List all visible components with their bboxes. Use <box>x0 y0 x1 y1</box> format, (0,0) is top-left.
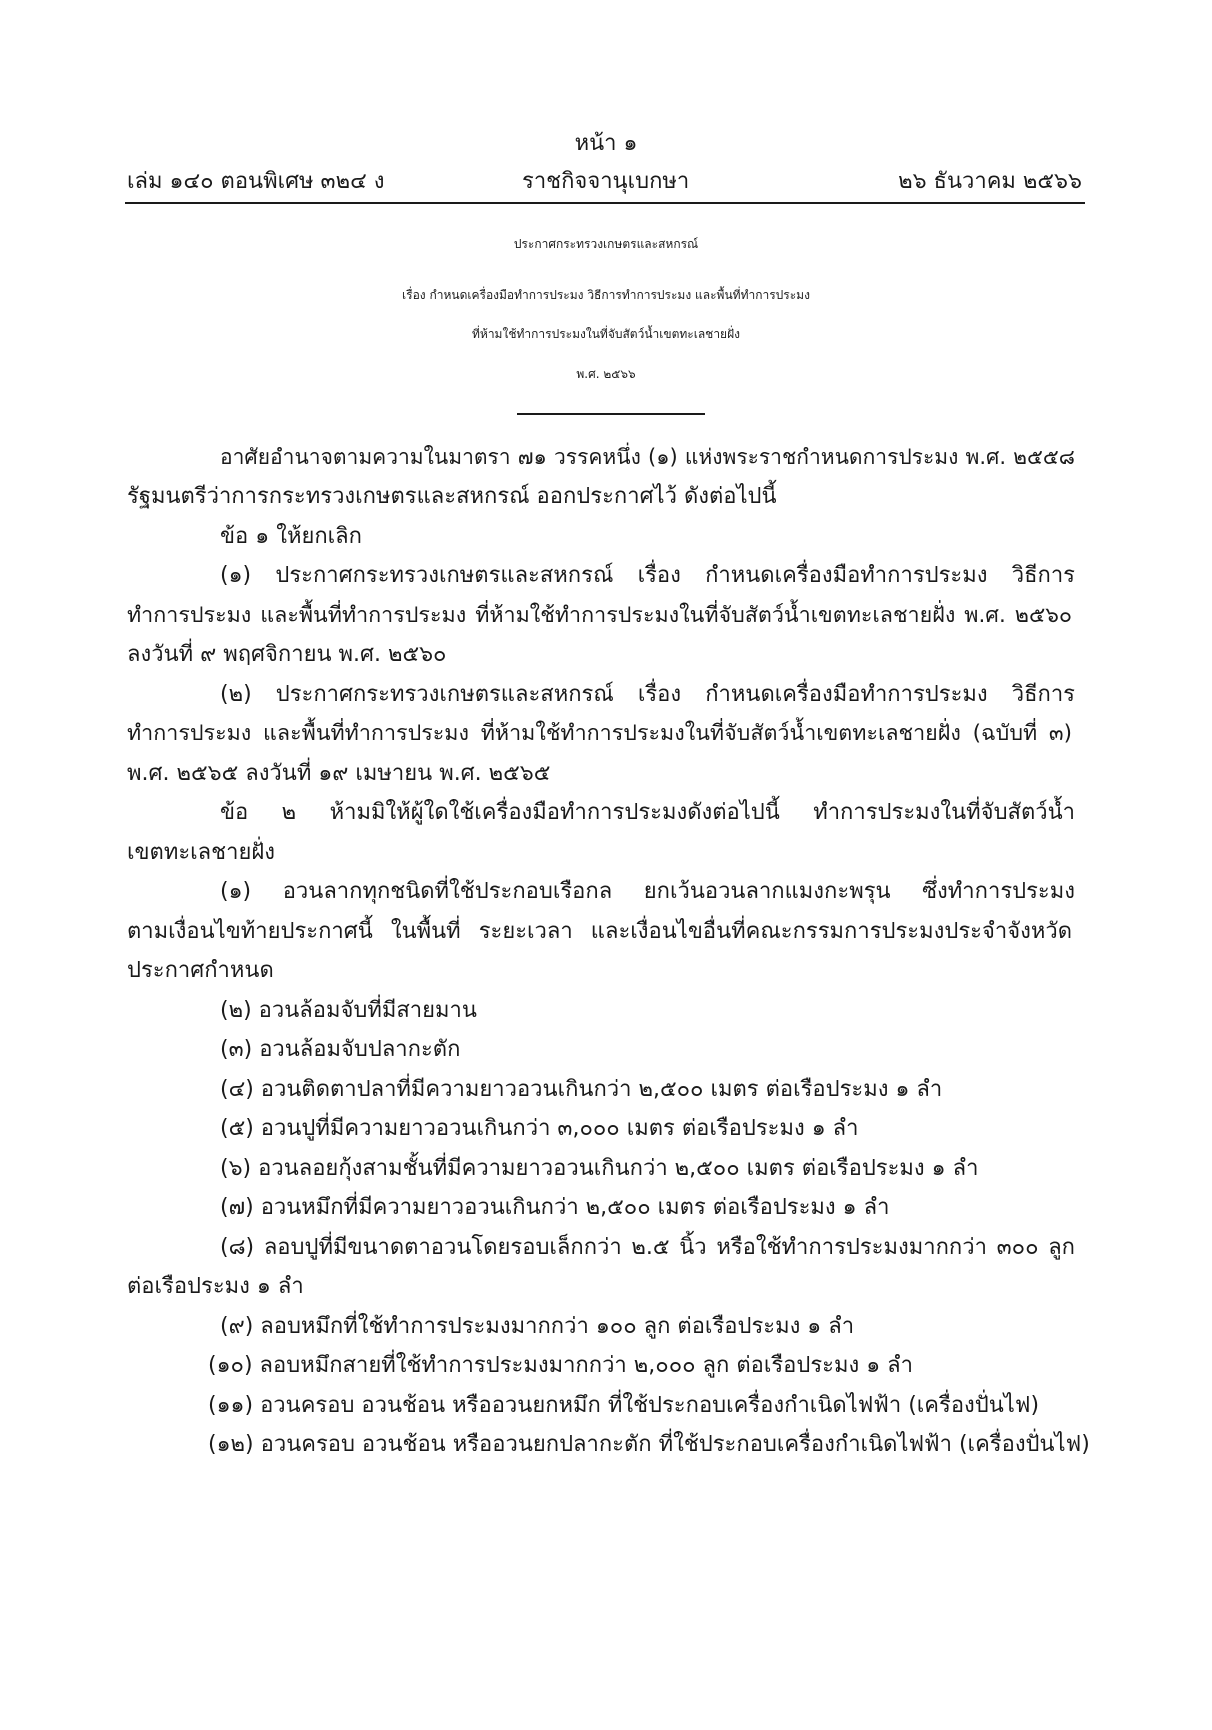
clause-2-item-2: (๒) อวนล้อมจับที่มีสายมาน <box>220 998 477 1023</box>
volume-issue: เล่ม ๑๔๐ ตอนพิเศษ ๓๒๔ ง <box>127 169 385 194</box>
clause-1-item-1-line-3: ลงวันที่ ๙ พฤศจิกายน พ.ศ. ๒๕๖๐ <box>127 642 447 667</box>
clause-2-item-1-line-1: (๑) อวนลากทุกชนิดที่ใช้ประกอบเรือกล ยกเว้นอวนลากแมงกะพรุน ซึ่งทำการประมง <box>220 879 1075 904</box>
clause-1-item-1-line-2: ทำการประมง และพื้นที่ทำการประมง ที่ห้ามใช้ทำการประมงในที่จับสัตว์น้ำเขตทะเลชายฝั่ง พ.ศ. ๒๕๖๐ <box>127 603 1072 628</box>
clause-2-item-1-line-2: ตามเงื่อนไขท้ายประกาศนี้ ในพื้นที่ ระยะเวลา และเงื่อนไขอื่นที่คณะกรรมการประมงประจำจังหวัด <box>127 919 1072 944</box>
clause-2-line-2: เขตทะเลชายฝั่ง <box>127 840 275 865</box>
preamble-line-1: อาศัยอำนาจตามความในมาตรา ๗๑ วรรคหนึ่ง (๑) แห่งพระราชกำหนดการประมง พ.ศ. ๒๕๕๘ <box>220 445 1075 469</box>
subject-year: พ.ศ. ๒๕๖๖ <box>576 367 636 381</box>
preamble-line-2: รัฐมนตรีว่าการกระทรวงเกษตรและสหกรณ์ ออกประกาศไว้ ดังต่อไปนี้ <box>127 484 777 509</box>
gazette-header <box>127 171 1082 197</box>
clause-2-item-5: (๕) อวนปูที่มีความยาวอวนเกินกว่า ๓,๐๐๐ เมตร ต่อเรือประมง ๑ ลำ <box>220 1116 859 1141</box>
gazette-name: ราชกิจจานุเบกษา <box>522 169 690 194</box>
clause-2-item-8-line-1: (๘) ลอบปูที่มีขนาดตาอวนโดยรอบเล็กกว่า ๒.๕ นิ้ว หรือใช้ทำการประมงมากกว่า ๓๐๐ ลูก <box>220 1235 1075 1260</box>
header-divider <box>125 202 1085 204</box>
title-divider <box>517 413 705 415</box>
clause-2-item-6: (๖) อวนลอยกุ้งสามชั้นที่มีความยาวอวนเกินกว่า ๒,๕๐๐ เมตร ต่อเรือประมง ๑ ลำ <box>220 1156 979 1181</box>
clause-2-item-7: (๗) อวนหมึกที่มีความยาวอวนเกินกว่า ๒,๕๐๐ เมตร ต่อเรือประมง ๑ ลำ <box>220 1195 890 1220</box>
clause-2-item-8-line-2: ต่อเรือประมง ๑ ลำ <box>127 1274 304 1299</box>
clause-2-item-4: (๔) อวนติดตาปลาที่มีความยาวอวนเกินกว่า ๒,๕๐๐ เมตร ต่อเรือประมง ๑ ลำ <box>220 1077 943 1102</box>
clause-2-item-10: (๑๐) ลอบหมึกสายที่ใช้ทำการประมงมากกว่า ๒,๐๐๐ ลูก ต่อเรือประมง ๑ ลำ <box>208 1353 914 1378</box>
document-title: ประกาศกระทรวงเกษตรและสหกรณ์ <box>513 237 699 251</box>
clause-2-item-3: (๓) อวนล้อมจับปลากะตัก <box>220 1037 461 1062</box>
clause-1-item-1-line-1: (๑) ประกาศกระทรวงเกษตรและสหกรณ์ เรื่อง กำหนดเครื่องมือทำการประมง วิธีการ <box>220 563 1075 588</box>
clause-1-heading: ข้อ ๑ ให้ยกเลิก <box>220 524 362 549</box>
clause-1-item-2-line-2: ทำการประมง และพื้นที่ทำการประมง ที่ห้ามใช้ทำการประมงในที่จับสัตว์น้ำเขตทะเลชายฝั่ง (ฉบับที่ ๓) <box>127 721 1072 746</box>
clause-2-item-11: (๑๑) อวนครอบ อวนช้อน หรืออวนยกหมึก ที่ใช้ประกอบเครื่องกำเนิดไฟฟ้า (เครื่องปั่นไฟ) <box>208 1393 1040 1418</box>
clause-2-line-1: ข้อ ๒ ห้ามมิให้ผู้ใดใช้เครื่องมือทำการประมงดังต่อไปนี้ ทำการประมงในที่จับสัตว์น้ำ <box>220 800 1075 825</box>
clause-2-item-12: (๑๒) อวนครอบ อวนช้อน หรืออวนยกปลากะตัก ที่ใช้ประกอบเครื่องกำเนิดไฟฟ้า (เครื่องปั่นไฟ) <box>208 1432 1090 1457</box>
clause-1-item-2-line-3: พ.ศ. ๒๕๖๕ ลงวันที่ ๑๙ เมษายน พ.ศ. ๒๕๖๕ <box>127 761 551 786</box>
clause-2-item-1-line-3: ประกาศกำหนด <box>127 958 274 983</box>
subject-line-2: ที่ห้ามใช้ทำการประมงในที่จับสัตว์น้ำเขตทะเลชายฝั่ง <box>472 327 740 341</box>
page-number: หน้า ๑ <box>574 131 638 156</box>
subject-line-1: เรื่อง กำหนดเครื่องมือทำการประมง วิธีการทำการประมง และพื้นที่ทำการประมง <box>402 288 810 302</box>
clause-1-item-2-line-1: (๒) ประกาศกระทรวงเกษตรและสหกรณ์ เรื่อง กำหนดเครื่องมือทำการประมง วิธีการ <box>220 682 1075 707</box>
publication-date: ๒๖ ธันวาคม ๒๕๖๖ <box>898 169 1082 194</box>
clause-2-item-9: (๙) ลอบหมึกที่ใช้ทำการประมงมากกว่า ๑๐๐ ลูก ต่อเรือประมง ๑ ลำ <box>220 1314 855 1339</box>
